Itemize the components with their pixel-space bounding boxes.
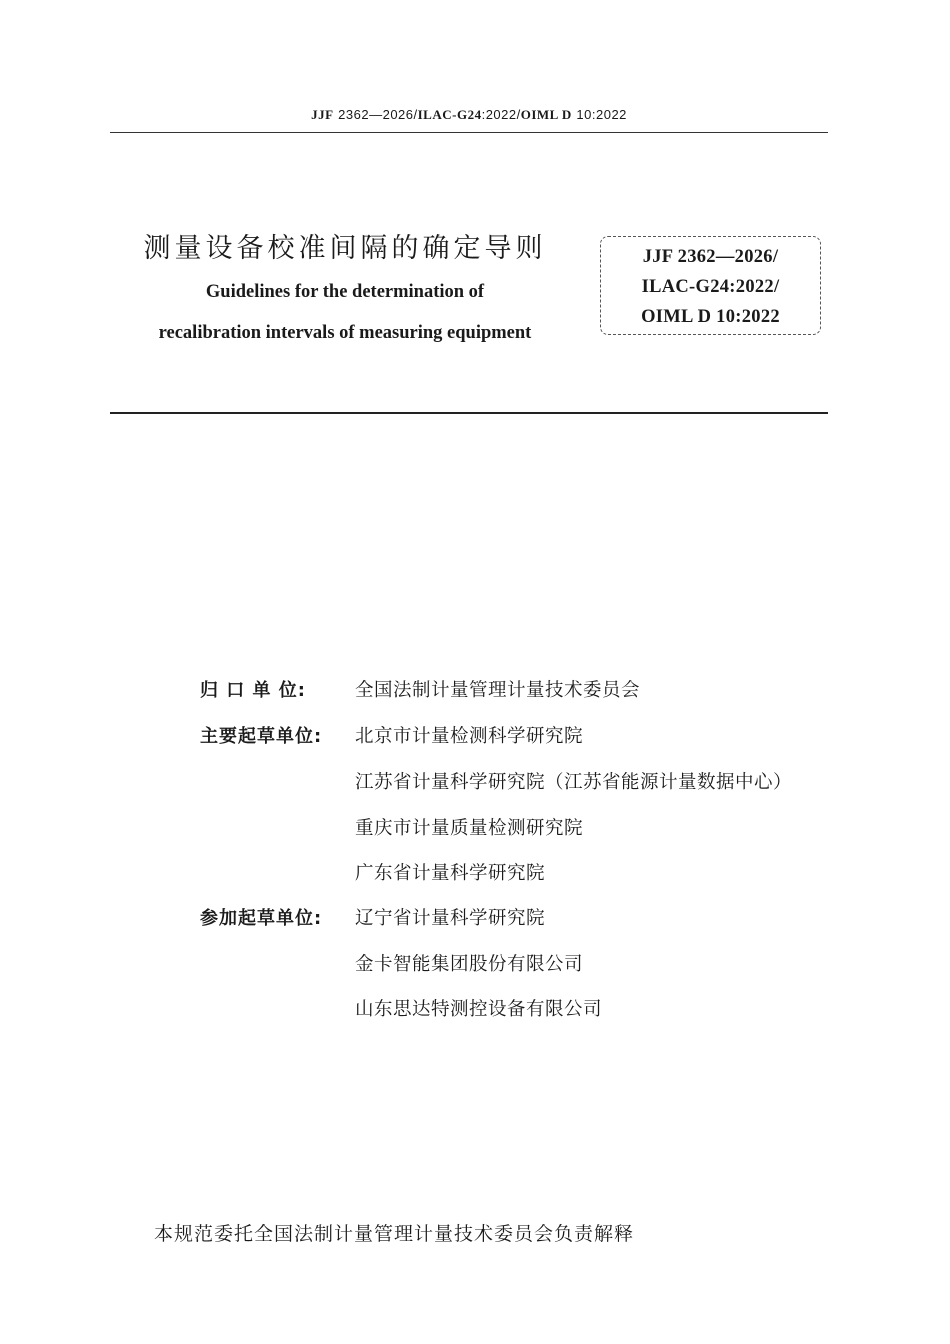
main-drafters-label: 主要起草单位: [200,726,323,747]
title-english-line1: Guidelines for the determination of [205,282,485,302]
header-code-oiml-num: 10:2022 [576,107,627,122]
header-code-ilac-year: :2022/ [481,107,521,122]
header-code-num: 2362—2026/ [338,107,418,122]
code-box-line2: ILAC-G24:2022/ [641,277,780,297]
main-drafter-1: 北京市计量检测科学研究院 [355,726,584,747]
header-code-prefix: JJF [311,107,334,122]
participating-org-3: 山东思达特测控设备有限公司 [355,999,603,1020]
header-code-oiml: OIML D [520,107,572,122]
standard-code-box [600,236,821,335]
code-box-line3: OIML D 10:2022 [641,307,780,327]
participating-org-1: 辽宁省计量科学研究院 [355,908,546,929]
participating-label: 参加起草单位: [200,908,323,929]
header-divider [110,132,828,133]
title-english-line2: recalibration intervals of measuring equipment [158,323,532,343]
main-drafter-3: 重庆市计量质量检测研究院 [355,818,584,839]
running-header [110,107,828,123]
main-drafter-2: 江苏省计量科学研究院（江苏省能源计量数据中心） [355,772,793,793]
title-chinese: 测量设备校准间隔的确定导则 [143,233,547,264]
participating-org-2: 金卡智能集团股份有限公司 [355,954,584,975]
responsible-org: 全国法制计量管理计量技术委员会 [355,680,641,701]
responsible-label: 归 口 单 位: [200,680,306,701]
title-divider [110,412,828,414]
interpretation-note: 本规范委托全国法制计量管理计量技术委员会负责解释 [154,1223,635,1245]
code-box-line1: JJF 2362—2026/ [642,247,779,267]
header-code-ilac: ILAC-G24 [417,107,482,122]
main-drafter-4: 广东省计量科学研究院 [355,863,546,884]
